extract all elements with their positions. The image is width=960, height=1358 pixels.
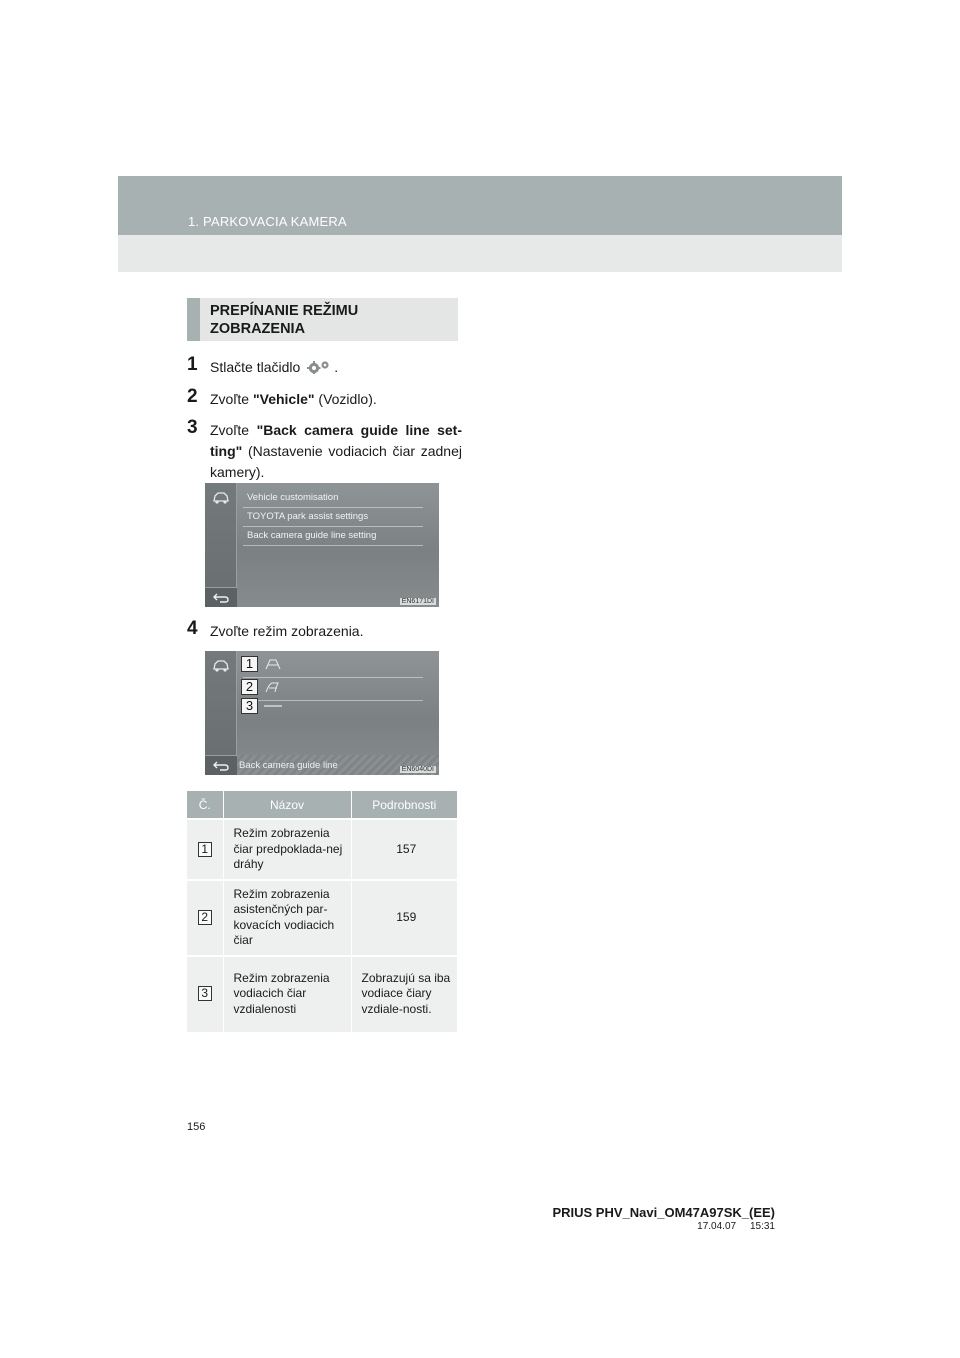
page-number: 156: [187, 1121, 206, 1133]
document-id: PRIUS PHV_Navi_OM47A97SK_(EE): [552, 1205, 775, 1220]
step-text-pre: Zvoľte: [210, 391, 253, 407]
menu-item-vehicle-customisation[interactable]: Vehicle customisation: [247, 492, 339, 503]
number-box: 3: [198, 986, 212, 1001]
step-text: Zvoľte režim zobrazenia.: [210, 623, 364, 639]
back-button[interactable]: [205, 755, 237, 775]
table-row: [187, 956, 457, 1032]
car-icon: [212, 659, 230, 673]
image-code: EN6171DI: [401, 598, 434, 605]
step-text-post: (Nastavenie vodiacich čiar zadnej kamery).: [210, 443, 462, 480]
cell-number: [187, 956, 223, 1032]
step-text-post: (Vozidlo).: [314, 391, 377, 407]
distance-guide-icon: [263, 700, 283, 712]
step-text-post: .: [334, 359, 339, 375]
column-header-details: Podrobnosti: [351, 791, 457, 819]
document-date: 17.04.07 15:31: [697, 1221, 775, 1232]
image-code: EN6040DI: [401, 766, 434, 773]
cell-name: Režim zobrazenia čiar predpoklada-nej dráhy: [223, 819, 351, 880]
step-1: [187, 354, 462, 378]
screen-sidebar: [205, 483, 237, 587]
step-3: [187, 417, 462, 483]
step-number: 1: [187, 354, 198, 375]
screen-footer-title: Back camera guide line: [239, 760, 338, 771]
menu-item-guide-line-setting[interactable]: Back camera guide line setting: [247, 530, 377, 541]
chapter-header-bar: [118, 176, 842, 235]
back-arrow-icon: [212, 760, 230, 772]
menu-item-park-assist[interactable]: TOYOTA park assist settings: [247, 511, 369, 522]
number-box: 2: [198, 910, 212, 925]
menu-divider: [243, 526, 423, 527]
column-header-number: Č.: [187, 791, 223, 819]
modes-table: [187, 791, 457, 1032]
step-text: [187, 389, 462, 410]
car-icon: [212, 491, 230, 505]
cell-number: [187, 819, 223, 880]
screenshot-vehicle-menu: [205, 483, 439, 607]
menu-divider: [243, 507, 423, 508]
step-text-pre: Stlačte tlačidlo: [210, 359, 301, 375]
table-row: [187, 880, 457, 956]
settings-gear-icon: [306, 359, 332, 373]
section-heading: [187, 298, 458, 341]
table-row: [187, 819, 457, 880]
mode-number-1: 1: [241, 656, 258, 672]
chapter-header: [118, 176, 842, 272]
step-text: [187, 420, 462, 483]
cell-detail-page[interactable]: 159: [351, 880, 457, 956]
step-text-bold: "Back camera guide line set-ting": [210, 422, 462, 459]
step-4: [187, 618, 462, 642]
back-button[interactable]: [205, 587, 237, 607]
column-header-name: Názov: [223, 791, 351, 819]
step-number: 4: [187, 618, 198, 639]
section-heading-bar: [187, 298, 200, 341]
step-text: [187, 357, 462, 378]
cell-number: [187, 880, 223, 956]
cell-name: Režim zobrazenia asistenčných par-kovacích vodiacich čiar: [223, 880, 351, 956]
parking-assist-icon: [263, 681, 283, 693]
step-text-pre: Zvoľte: [210, 422, 257, 438]
table-header-row: [187, 791, 457, 819]
menu-divider: [243, 545, 423, 546]
step-text-bold: "Vehicle": [252, 391, 315, 407]
estimated-course-icon: [263, 658, 283, 670]
mode-number-3: 3: [241, 698, 258, 714]
step-number: 2: [187, 386, 198, 407]
step-2: [187, 386, 462, 410]
cell-detail-text: Zobrazujú sa iba vodiace čiary vzdiale-nosti.: [351, 956, 457, 1032]
menu-divider: [243, 677, 423, 678]
screen-sidebar: [205, 651, 237, 755]
screenshot-guide-line-modes: [205, 651, 439, 775]
back-arrow-icon: [212, 592, 230, 604]
cell-detail-page[interactable]: 157: [351, 819, 457, 880]
cell-name: Režim zobrazenia vodiacich čiar vzdialenosti: [223, 956, 351, 1032]
step-number: 3: [187, 417, 198, 438]
chapter-title: 1. PARKOVACIA KAMERA: [188, 214, 347, 229]
section-title: PREPÍNANIE REŽIMU ZOBRAZENIA: [210, 303, 359, 337]
number-box: 1: [198, 842, 212, 857]
mode-number-2: 2: [241, 679, 258, 695]
